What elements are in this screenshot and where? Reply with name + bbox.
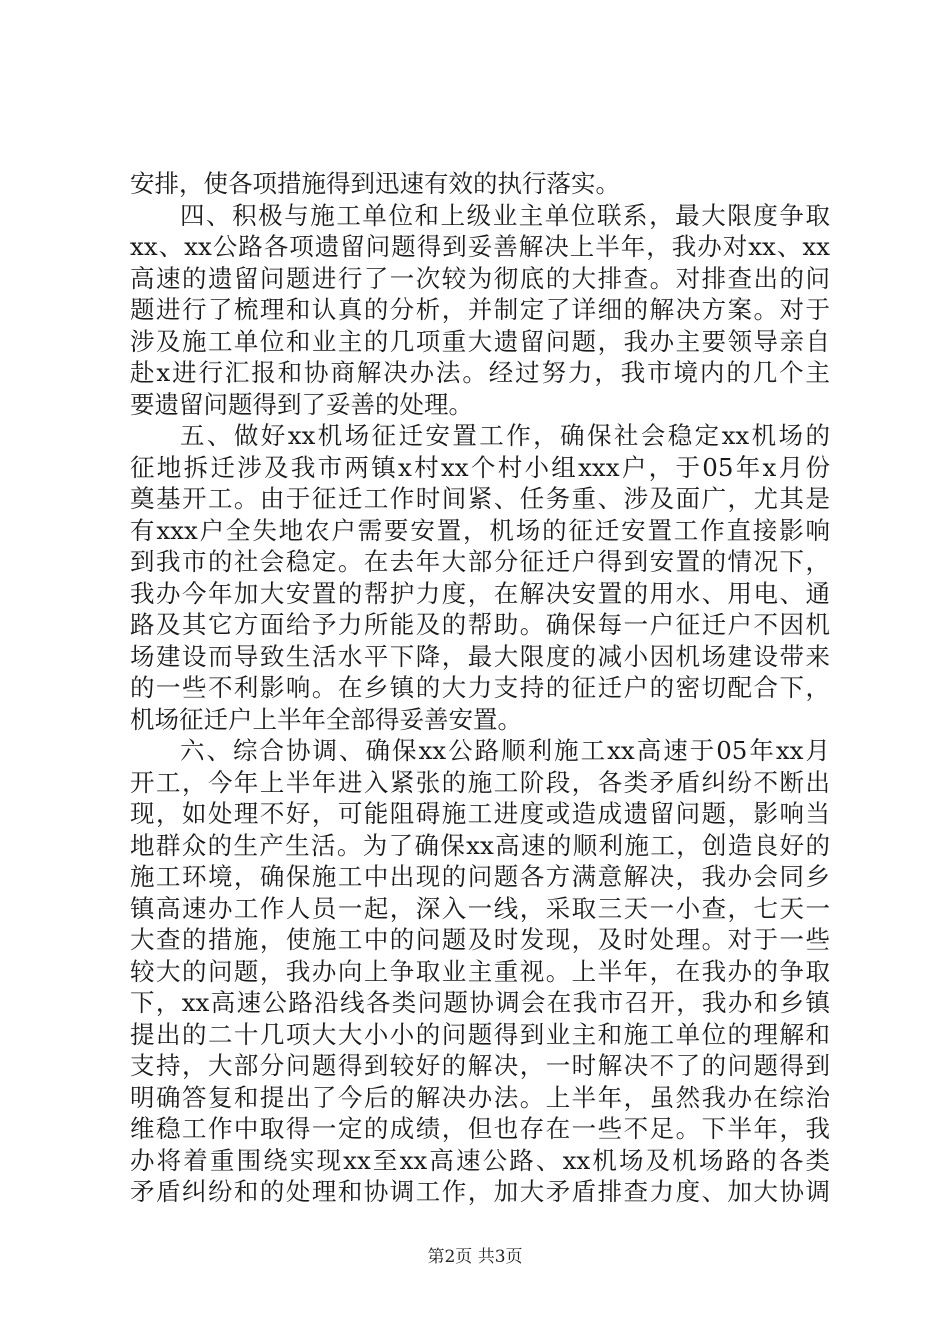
text-line: 的一些不利影响。在乡镇的大力支持的征迁户的密切配合下， (130, 673, 830, 702)
text-line: 要遗留问题得到了妥善的处理。 (130, 389, 473, 419)
text-line: 涉及施工单位和业主的几项重大遗留问题，我办主要领导亲自 (130, 326, 830, 356)
text-line: 现，如处理不好，可能阻碍施工进度或造成遗留问题，影响当 (130, 799, 830, 828)
text-line: 有xxx户全失地农户需要安置，机场的征迁安置工作直接影响 (130, 515, 830, 545)
text-line: 大查的措施，使施工中的问题及时发现，及时处理。对于一些 (130, 925, 830, 954)
text-line: 机场征迁户上半年全部得妥善安置。 (130, 704, 522, 734)
text-line: 下，xx高速公路沿线各类问题协调会在我市召开，我办和乡镇 (130, 988, 830, 1017)
text-line: 安排，使各项措施得到迅速有效的执行落实。 (130, 169, 620, 198)
text-line: 五、做好xx机场征迁安置工作，确保社会稳定xx机场的 (180, 421, 830, 450)
text-line: 场建设而导致生活水平下降，最大限度的减小因机场建设带来 (130, 641, 830, 671)
text-line: 镇高速办工作人员一起，深入一线，采取三天一小查，七天一 (130, 893, 830, 923)
text-line: 较大的问题，我办向上争取业主重视。上半年，在我办的争取 (130, 956, 830, 986)
text-line: 四、积极与施工单位和上级业主单位联系，最大限度争取 (180, 200, 830, 230)
text-line: 矛盾纠纷和的处理和协调工作，加大矛盾排查力度、加大协调 (130, 1177, 830, 1206)
text-line: 施工环境，确保施工中出现的问题各方满意解决，我办会同乡 (130, 862, 830, 891)
text-line: xx、xx公路各项遗留问题得到妥善解决上半年，我办对xx、xx (130, 232, 830, 261)
text-line: 高速的遗留问题进行了一次较为彻底的大排查。对排查出的问 (130, 263, 830, 293)
text-line: 路及其它方面给予力所能及的帮助。确保每一户征迁户不因机 (130, 610, 830, 639)
text-line: 奠基开工。由于征迁工作时间紧、任务重、涉及面广，尤其是 (130, 484, 830, 513)
text-line: 办将着重围绕实现xx至xx高速公路、xx机场及机场路的各类 (130, 1145, 830, 1175)
text-line: 开工，今年上半年进入紧张的施工阶段，各类矛盾纠纷不断出 (130, 767, 830, 797)
text-line: 提出的二十几项大大小小的问题得到业主和施工单位的理解和 (130, 1019, 830, 1049)
text-line: 到我市的社会稳定。在去年大部分征迁户得到安置的情况下， (130, 547, 830, 576)
text-line: 地群众的生产生活。为了确保xx高速的顺利施工，创造良好的 (130, 830, 830, 860)
text-line: 征地拆迁涉及我市两镇x村xx个村小组xxx户，于05年x月份 (130, 452, 830, 482)
text-line: 赴x进行汇报和协商解决办法。经过努力，我市境内的几个主 (130, 358, 830, 387)
text-line: 支持，大部分问题得到较好的解决，一时解决不了的问题得到 (130, 1051, 830, 1080)
text-line: 六、综合协调、确保xx公路顺利施工xx高速于05年xx月 (180, 736, 830, 765)
text-line: 我办今年加大安置的帮护力度，在解决安置的用水、用电、通 (130, 578, 830, 608)
text-line: 明确答复和提出了今后的解决办法。上半年，虽然我办在综治 (130, 1082, 830, 1112)
text-line: 题进行了梳理和认真的分析，并制定了详细的解决方案。对于 (130, 295, 830, 324)
page-footer: 第2页 共3页 (427, 1247, 523, 1267)
text-line: 维稳工作中取得一定的成绩，但也存在一些不足。下半年，我 (130, 1114, 830, 1143)
